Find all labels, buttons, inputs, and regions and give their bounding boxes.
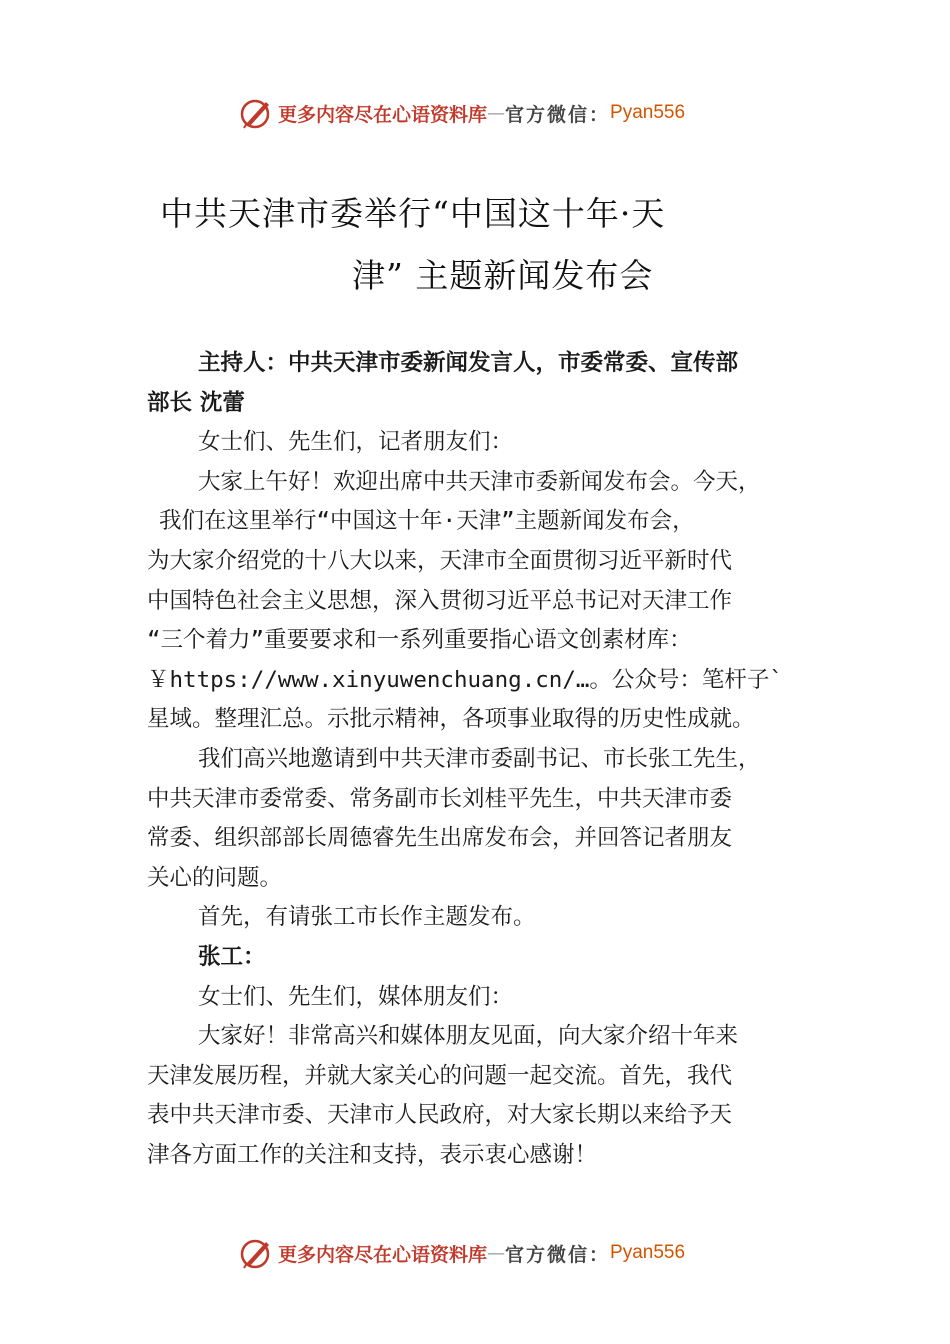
- banner-wechat-id: Pyan556: [610, 102, 686, 123]
- banner-main-text: 更多内容尽在心语资料库: [278, 1243, 488, 1266]
- paragraph-line: 中国特色社会主义思想，深入贯彻习近平总书记对天津工作: [147, 587, 733, 614]
- banner-label: 官方微信：: [505, 1243, 611, 1266]
- paragraph-line: 大家上午好！欢迎出席中共天津市委新闻发布会。今天，: [198, 468, 761, 495]
- paragraph-line: 表中共天津市委、天津市人民政府，对大家长期以来给予天: [147, 1102, 733, 1129]
- paragraph-line: 大家好！非常高兴和媒体朋友见面，向大家介绍十年来: [198, 1023, 739, 1050]
- paragraph-line: 我们高兴地邀请到中共天津市委副书记、市长张工先生，: [198, 745, 761, 772]
- host-line-2: 部长 沈蕾: [147, 389, 245, 416]
- paragraph-line: 我们在这里举行“中国这十年·天津”主题新闻发布会，: [159, 508, 695, 535]
- banner-dash: —: [487, 1242, 506, 1264]
- document-body: [147, 344, 817, 1175]
- paragraph-line: “三个着力”重要要求和一系列重要指心语文创素材库：: [147, 627, 692, 654]
- quill-pen-icon: [238, 96, 274, 130]
- paragraph: 首先，有请张工市长作主题发布。: [198, 904, 536, 931]
- page-title-line-2: 津” 主题新闻发布会: [352, 256, 654, 295]
- paragraph-line: 星域。整理汇总。示批示精神，各项事业取得的历史性成就。: [147, 706, 755, 733]
- banner-label: 官方微信：: [505, 103, 611, 126]
- header-banner: [238, 96, 685, 130]
- paragraph: 女士们、先生们，媒体朋友们：: [198, 983, 514, 1010]
- banner-wechat-id: Pyan556: [610, 1242, 686, 1263]
- paragraph-line: 津各方面工作的关注和支持，表示衷心感谢！: [147, 1141, 598, 1168]
- paragraph: 女士们、先生们，记者朋友们：: [198, 429, 514, 456]
- quill-pen-icon: [238, 1236, 274, 1270]
- paragraph-line: 天津发展历程，并就大家关心的问题一起交流。首先，我代: [147, 1062, 733, 1089]
- paragraph-line: 常委、组织部部长周德睿先生出席发布会，并回答记者朋友: [147, 825, 733, 852]
- paragraph-line: ￥https://www.xinyuwenchuang.cn/…。公众号：笔杆子`: [147, 666, 783, 693]
- page-title-line-1: 中共天津市委举行“中国这十年·天: [160, 194, 666, 233]
- banner-main-text: 更多内容尽在心语资料库: [278, 103, 488, 126]
- paragraph-line: 中共天津市委常委、常务副市长刘桂平先生，中共天津市委: [147, 785, 733, 812]
- host-line-1: 主持人：中共天津市委新闻发言人，市委常委、宣传部: [198, 350, 739, 376]
- paragraph-line: 关心的问题。: [147, 864, 283, 891]
- footer-banner: [238, 1236, 685, 1270]
- paragraph-line: 为大家介绍党的十八大以来，天津市全面贯彻习近平新时代: [147, 547, 733, 574]
- banner-dash: —: [487, 102, 506, 124]
- speaker-label: 张工：: [198, 943, 266, 970]
